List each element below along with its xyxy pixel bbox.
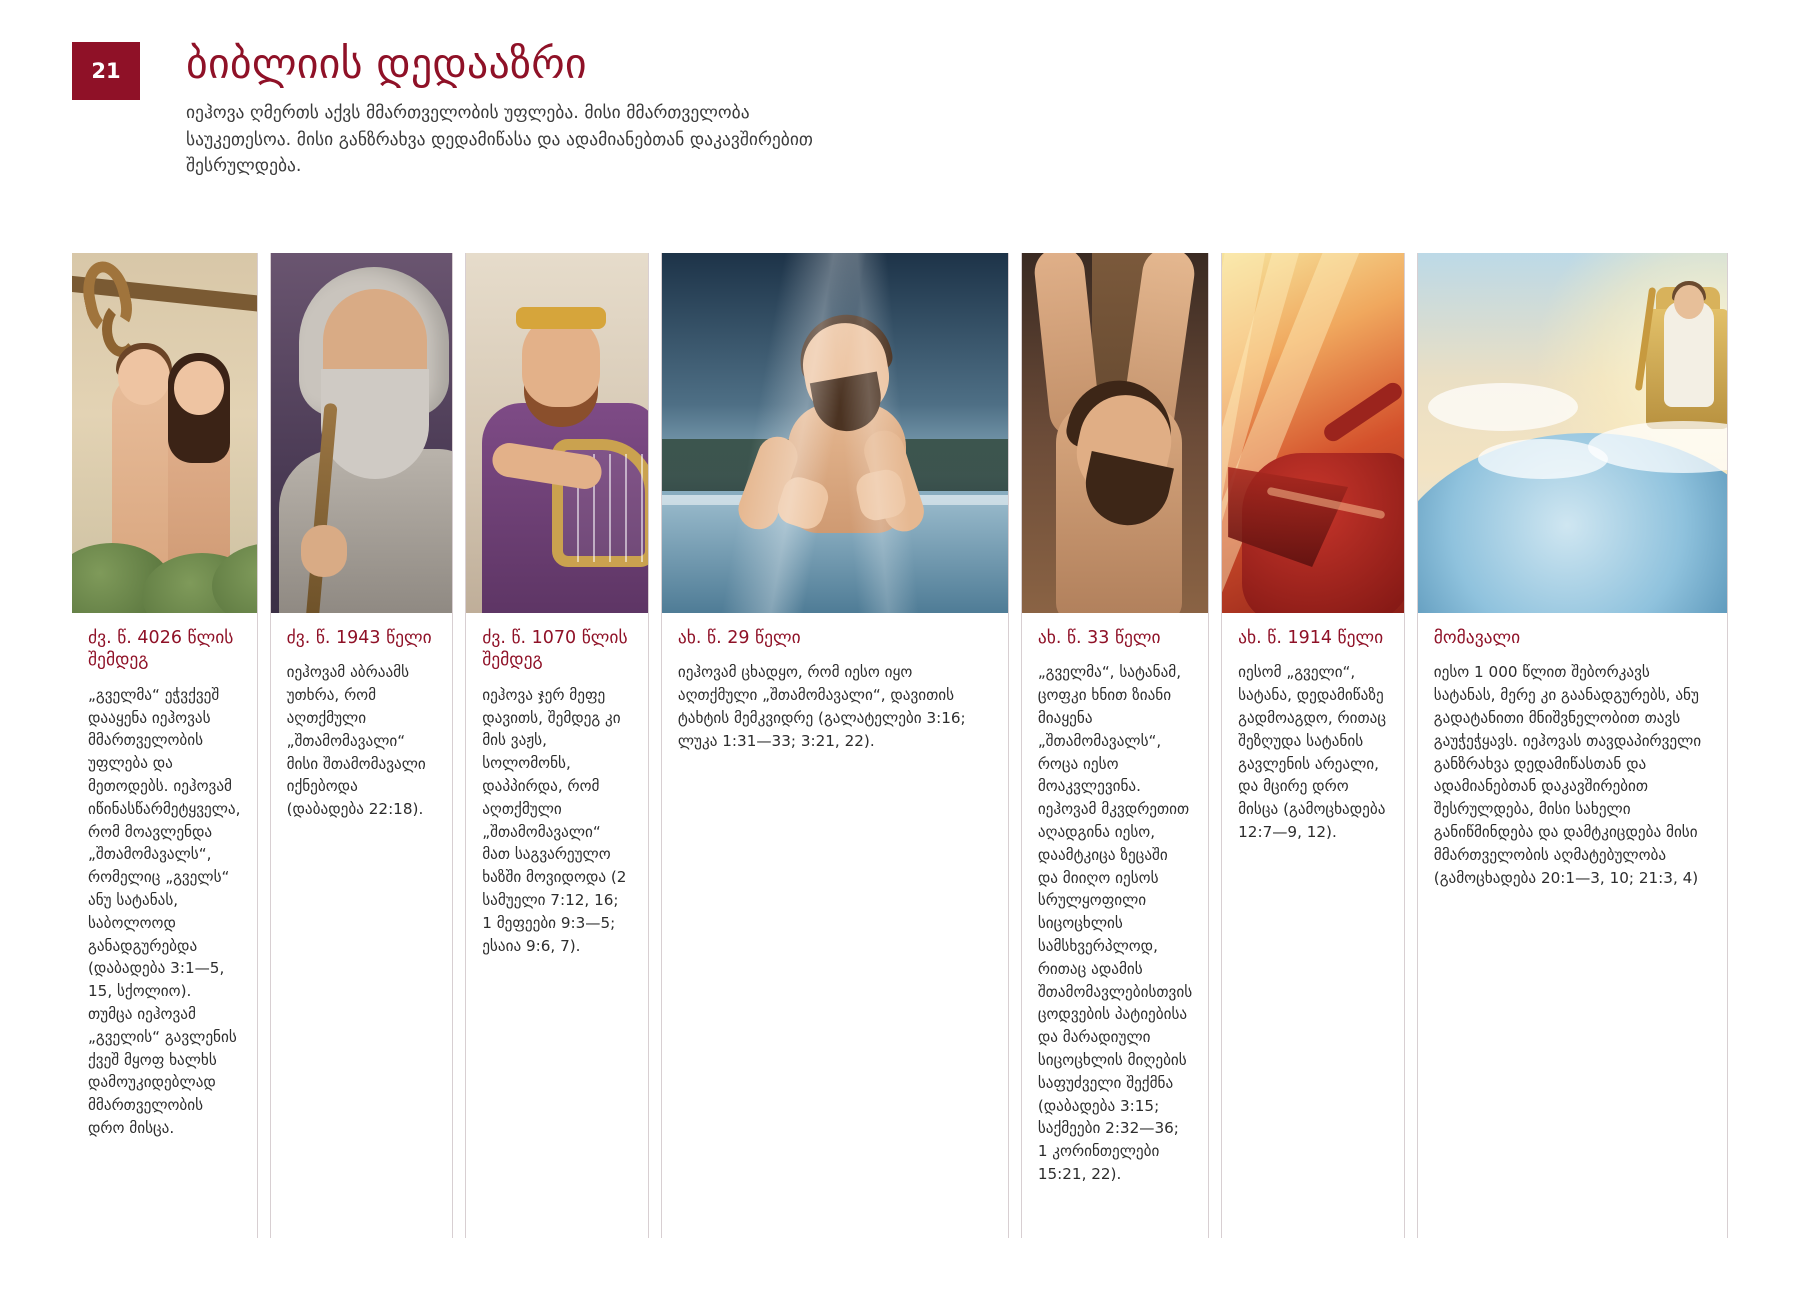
timeline-text: იეჰოვამ აბრაამს უთხრა, რომ აღთქმული „შთამომავალი“ მისი შთამომავალი იქნებოდა (დაბადება 22:18). (286, 663, 426, 819)
page-subtitle: იეჰოვა ღმერთს აქვს მმართველობის უფლება. მისი მმართველობა საუკეთესოა. მისი განზრახვა დედამიწასა და ადამიანებთან დაკავშირებით შესრულდება. (186, 103, 813, 177)
timeline-date: ახ. წ. 29 წელი (677, 628, 801, 648)
david-harp-illustration (466, 253, 648, 613)
baptism-illustration (662, 253, 1008, 613)
timeline-date: ახ. წ. 33 წელი (1037, 628, 1161, 648)
timeline-column (270, 253, 454, 1238)
crucifixion-illustration (1022, 253, 1208, 613)
timeline-date: ახ. წ. 1914 წელი (1238, 628, 1384, 648)
timeline-column (661, 253, 1009, 1238)
timeline-column (465, 253, 649, 1238)
timeline-text: იეჰოვა ჯერ მეფე დავითს, შემდეგ კი მის ვაჟს, სოლომონს, დაპპირდა, რომ აღთქმული „შთამომავალი“ მათ საგვარეულო ხაზში მოვიდოდა (2 სამუელი 7:12, 16; 1 მეფეები 9:3—5; ესაია 9:6, 7). (482, 685, 627, 955)
timeline-text: იეჰოვამ ცხადყო, რომ იესო იყო აღთქმული „შთამომავალი“, დავითის ტახტის მემკვიდრე (გალატელები 3:16; ლუკა 1:31—33; 3:21, 22). (677, 663, 966, 750)
eden-serpent-illustration (72, 253, 257, 613)
kingdom-throne-illustration (1418, 253, 1727, 613)
timeline-strip (72, 253, 1728, 1253)
header-text-block (186, 39, 846, 180)
page-header (72, 39, 1732, 180)
timeline-date: ძვ. წ. 1070 წლის შემდეგ (482, 628, 628, 671)
timeline-date: ძვ. წ. 4026 წლის შემდეგ (88, 628, 234, 671)
dragon-cast-down-illustration (1222, 253, 1404, 613)
timeline-text: „გველმა“ ეჭვქვეშ დააყენა იეჰოვას მმართველობის უფლება და მეთოდებს. იეჰოვამ იწინასწარმეტყველა, რომ მოავლენდა „შთამომავალს“, რომელიც „გველს“ ანუ სატანას, საბოლოოდ განადგურებდა (დაბადება 3:1—5, 15, სქოლიო). თუმცა იეჰოვამ „გველის“ გავლენის ქვეშ მყოფ ხალხს დამოუკიდებლად მმართველობის დრო მისცა. (88, 685, 241, 1137)
timeline-column (1021, 253, 1209, 1238)
chapter-number-badge: 21 (72, 42, 140, 100)
timeline-text: იესომ „გველი“, სატანა, დედამიწაზე გადმოაგდო, რითაც შეზღუდა სატანის გავლენის არეალი, და მცირე დრო მისცა (გამოცხადება 12:7—9, 12). (1238, 663, 1387, 841)
timeline-text: „გველმა“, სატანამ, ცოფკი ხნით ზიანი მიაყენა „შთამომავალს“, როცა იესო მოაკვლევინა. იეჰოვამ მკვდრეთით აღადგინა იესო, დაამტკიცა ზეცაში და მიიღო იესოს სრულყოფილი სიცოცხლის სამსხვერპლოდ, რითაც ადამის შთამომავლებისთვის ცოდვების პატიებისა და მარადიული სიცოცხლის მიღების საფუძველი შექმნა (დაბადება 3:15; საქმეები 2:32—36; 1 კორინთელები 15:21, 22). (1037, 663, 1193, 1183)
timeline-column (1417, 253, 1728, 1238)
abraham-illustration (271, 253, 453, 613)
timeline-column (72, 253, 258, 1238)
timeline-date: მომავალი (1433, 628, 1521, 648)
timeline-column (1221, 253, 1405, 1238)
timeline-text: იესო 1 000 წლით შებორკავს სატანას, მერე კი გაანადგურებს, ანუ გადატანითი მნიშვნელობით თავს გაუჭეჭყავს. იეჰოვას თავდაპირველი განზრახვა დედამიწასთან და ადამიანებთან დაკავშირებით შესრულდება, მისი სახელი განიწმინდება და დამტკიცდება მისი მმართველობის აღმატებულობა (გამოცხადება 20:1—3, 10; 21:3, 4) (1433, 663, 1702, 887)
timeline-date: ძვ. წ. 1943 წელი (286, 628, 432, 648)
page-title: ბიბლიის დედააზრი (186, 39, 587, 88)
